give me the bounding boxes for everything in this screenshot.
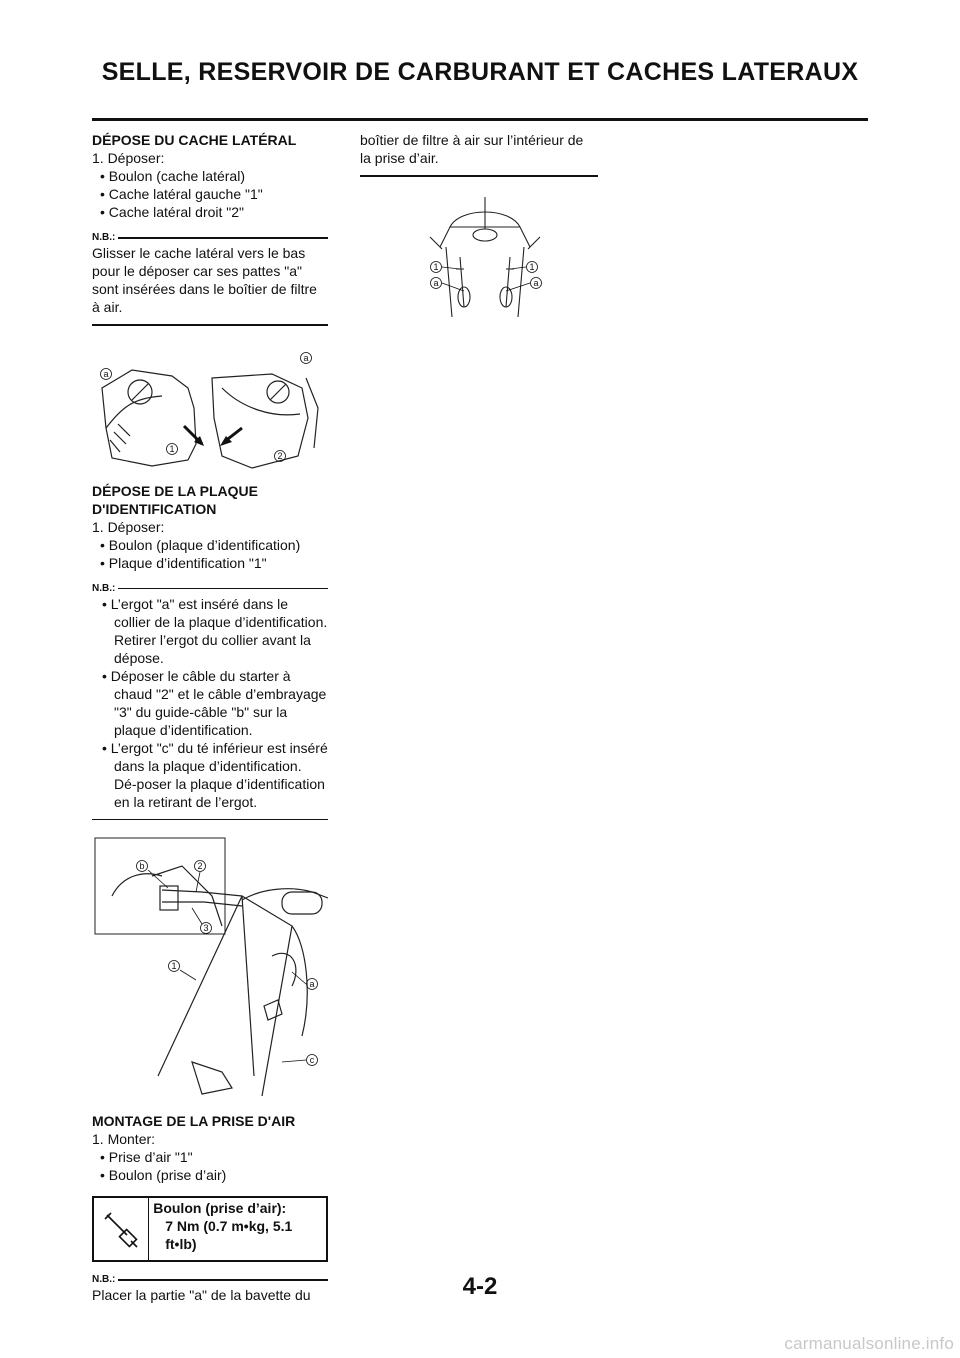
page-title: SELLE, RESERVOIR DE CARBURANT ET CACHES LATERAUX [101,58,859,86]
note-block [92,583,328,821]
torque-value: 7 Nm (0.7 m•kg, 5.1 ft•lb) [165,1218,293,1252]
torque-wrench-icon [94,1198,149,1260]
title-rule [92,118,868,121]
step-text: 1. Déposer: [92,518,165,535]
note-text: Glisser le cache latéral vers le bas pour le déposer car ses pattes "a" sont insérées dans le boîtier de filtre à air. [92,245,317,315]
figure-label: 1 [529,261,535,272]
figure-label: 2 [277,450,283,461]
torque-label: Boulon (prise d’air): [153,1200,287,1216]
figure-label: 1 [171,961,177,971]
page-number: 4-2 [462,1273,498,1300]
step-text: 1. Déposer: [92,150,165,166]
torque-spec-box [92,1196,328,1262]
list-item: • Boulon (cache latéral) [100,168,245,184]
note-text: • L’ergot "c" du té inférieur est inséré dans la plaque d’identification. Dé-poser la plaque d’identification en la retirant de l’ergot. [102,739,328,810]
section-heading: DÉPOSE DE LA PLAQUE D'IDENTIFICATION [92,482,258,517]
note-label: N.B.: [92,232,116,243]
left-column [92,131,328,1304]
air-intake-illustration [360,187,598,327]
note-text: Placer la partie "a" de la bavette du [92,1287,311,1303]
watermark: carmanualsonline.info [784,1334,954,1353]
note-end-rule [360,175,598,177]
figure-label: 3 [203,923,209,933]
step-text: 1. Monter: [92,1131,156,1147]
section-heading: MONTAGE DE LA PRISE D'AIR [92,1113,296,1129]
figure-label: a [103,368,109,379]
list-item: • Plaque d’identification "1" [100,554,267,571]
figure-label: a [303,352,309,363]
list-item: • Boulon (plaque d’identification) [100,536,301,553]
number-plate-illustration [92,836,332,1098]
figure-label: 1 [169,443,175,454]
note-text: • Déposer le câble du starter à chaud "2" et le câble d’embrayage "3" du guide-câble "b" sur la plaque d’identification. [102,667,327,738]
list-item: • Boulon (prise d’air) [100,1167,227,1183]
figure-label: 1 [433,261,439,272]
figure-label: a [533,277,539,288]
figure-label: c [309,1055,315,1065]
list-item: • Cache latéral droit "2" [100,204,245,220]
right-column [360,131,598,327]
figure-label: a [433,277,439,288]
note-text: boîtier de filtre à air sur l’intérieur de la prise d’air. [360,132,584,166]
section-heading: DÉPOSE DU CACHE LATÉRAL [92,132,297,148]
note-label: N.B.: [92,582,116,594]
list-item: • Prise d’air "1" [100,1149,193,1165]
side-cover-illustration [92,348,328,476]
note-block [92,232,328,326]
figure-label: b [139,861,145,871]
note-label: N.B.: [92,1274,116,1285]
note-text: • L’ergot "a" est inséré dans le collier de la plaque d’identification. Retirer l’ergot du collier avant la dépose. [102,595,328,666]
figure-label: a [309,979,315,989]
figure-label: 2 [197,861,203,871]
list-item: • Cache latéral gauche "1" [100,186,263,202]
